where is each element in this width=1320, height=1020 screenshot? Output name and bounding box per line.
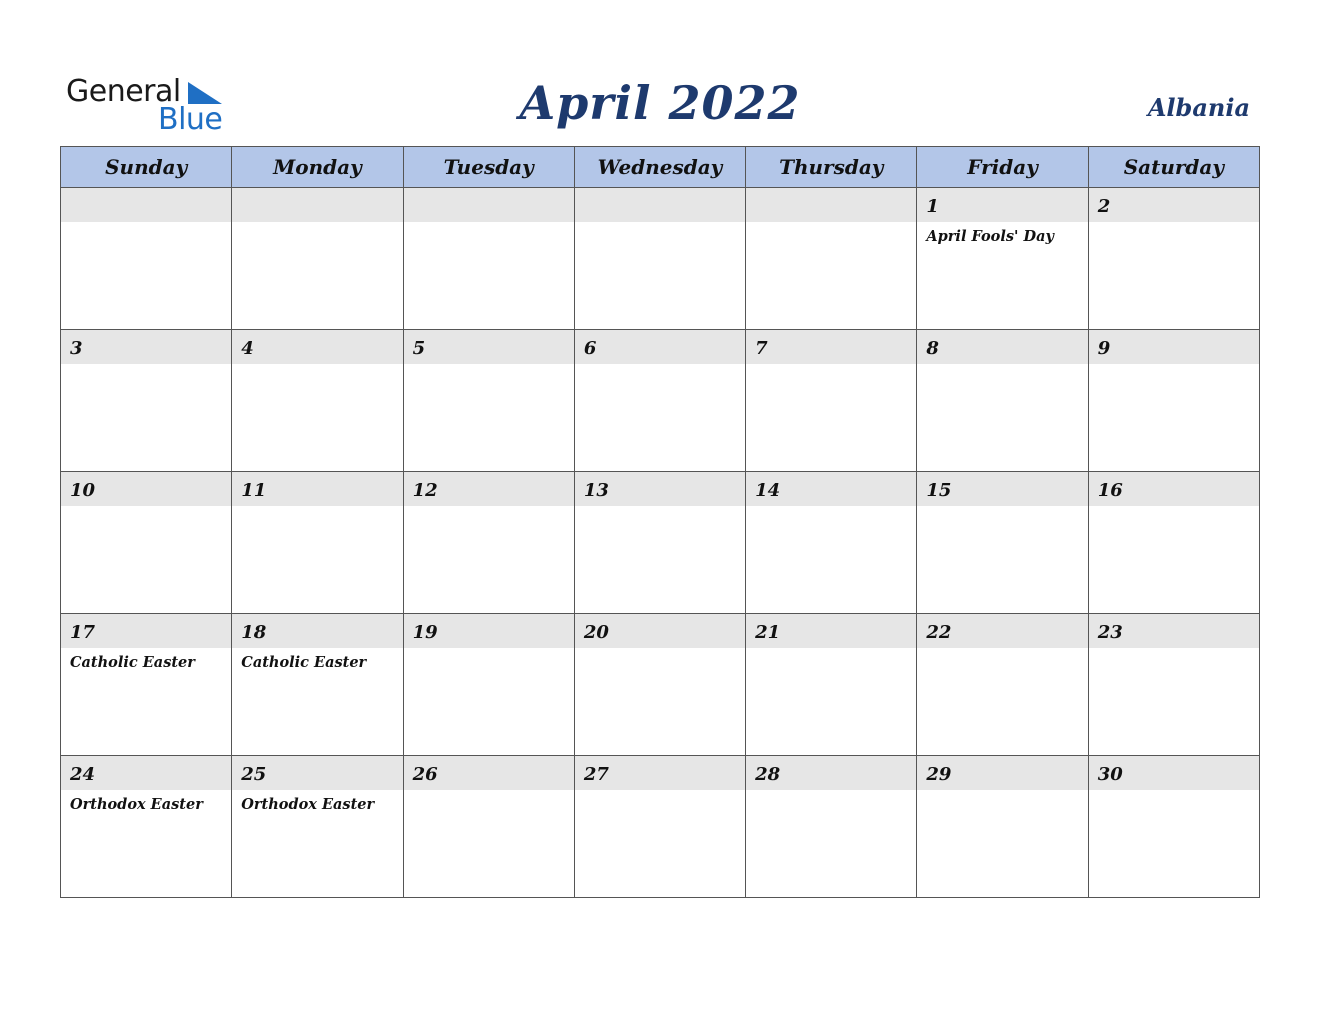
- holiday-label: [575, 790, 745, 796]
- day-number-bar: [575, 472, 745, 506]
- holiday-label: [917, 506, 1087, 512]
- day-cell[interactable]: [917, 188, 1088, 330]
- day-number-bar: [232, 756, 402, 790]
- day-number-bar: [61, 472, 231, 506]
- day-cell[interactable]: [746, 614, 917, 756]
- holiday-label: [61, 222, 231, 228]
- day-cell[interactable]: [574, 614, 745, 756]
- day-cell[interactable]: [746, 756, 917, 898]
- holiday-label: [746, 364, 916, 370]
- day-cell[interactable]: [574, 188, 745, 330]
- holiday-label: [232, 506, 402, 512]
- day-cell[interactable]: [1088, 188, 1259, 330]
- holiday-label: [1089, 790, 1259, 796]
- holiday-label: [917, 364, 1087, 370]
- day-number-bar: [575, 188, 745, 222]
- holiday-label: [232, 222, 402, 228]
- day-number-bar: [917, 472, 1087, 506]
- day-number-bar: [746, 756, 916, 790]
- day-number-bar: [575, 614, 745, 648]
- day-number-bar: [61, 330, 231, 364]
- day-cell[interactable]: [61, 188, 232, 330]
- day-cell[interactable]: [917, 756, 1088, 898]
- calendar-grid: [60, 146, 1260, 898]
- day-cell[interactable]: [574, 756, 745, 898]
- day-cell[interactable]: [232, 472, 403, 614]
- day-cell[interactable]: [917, 614, 1088, 756]
- day-number: 28: [755, 764, 781, 785]
- day-number: 14: [755, 480, 781, 501]
- day-cell[interactable]: [61, 330, 232, 472]
- day-number-bar: [61, 614, 231, 648]
- day-number-bar: [917, 188, 1087, 222]
- day-number: 3: [70, 338, 83, 359]
- day-cell[interactable]: [746, 472, 917, 614]
- day-number-bar: [232, 330, 402, 364]
- day-number: 11: [241, 480, 267, 501]
- day-number: 27: [583, 764, 609, 785]
- holiday-label: [404, 648, 574, 654]
- day-cell[interactable]: [232, 330, 403, 472]
- holiday-label: [746, 506, 916, 512]
- day-cell[interactable]: [917, 330, 1088, 472]
- day-number: 24: [70, 764, 96, 785]
- holiday-label: [575, 506, 745, 512]
- day-number-bar: [404, 330, 574, 364]
- day-cell[interactable]: [746, 330, 917, 472]
- day-cell[interactable]: [1088, 472, 1259, 614]
- day-number: 23: [1097, 622, 1123, 643]
- day-number: 21: [755, 622, 781, 643]
- day-cell[interactable]: [403, 188, 574, 330]
- day-number-bar: [1089, 756, 1259, 790]
- day-number: 6: [583, 338, 597, 359]
- day-number: 9: [1097, 338, 1111, 359]
- day-number-bar: [61, 188, 231, 222]
- week-row: [61, 756, 1260, 898]
- day-number-bar: [404, 472, 574, 506]
- holiday-label: [746, 790, 916, 796]
- day-number: 10: [70, 480, 96, 501]
- week-row: [61, 188, 1260, 330]
- holiday-label: [1089, 364, 1259, 370]
- country-label: Albania: [1147, 93, 1250, 122]
- day-cell[interactable]: [403, 614, 574, 756]
- day-number-bar: [746, 472, 916, 506]
- day-number-bar: [61, 756, 231, 790]
- holiday-label: [746, 648, 916, 654]
- day-cell[interactable]: [61, 472, 232, 614]
- holiday-label: [404, 506, 574, 512]
- weekday-tuesday: Tuesday: [403, 147, 574, 188]
- day-number-bar: [404, 756, 574, 790]
- day-number-bar: [1089, 330, 1259, 364]
- day-number: 12: [412, 480, 438, 501]
- calendar-title: April 2022: [519, 76, 801, 130]
- day-number: 13: [583, 480, 609, 501]
- day-cell[interactable]: [232, 614, 403, 756]
- day-number-bar: [746, 614, 916, 648]
- day-cell[interactable]: [1088, 330, 1259, 472]
- holiday-label: [404, 790, 574, 796]
- day-cell[interactable]: [1088, 756, 1259, 898]
- day-number: 4: [241, 338, 254, 359]
- holiday-label: [61, 506, 231, 512]
- day-number: 22: [926, 622, 952, 643]
- day-cell[interactable]: [403, 472, 574, 614]
- holiday-label: [404, 364, 574, 370]
- day-number-bar: [404, 614, 574, 648]
- day-number-bar: [404, 188, 574, 222]
- day-cell[interactable]: [232, 188, 403, 330]
- day-number-bar: [1089, 472, 1259, 506]
- day-number: 5: [412, 338, 426, 359]
- holiday-label: Catholic Easter: [70, 654, 195, 671]
- logo-text-general: General: [66, 74, 181, 109]
- day-cell[interactable]: [574, 472, 745, 614]
- weekday-saturday: Saturday: [1088, 147, 1259, 188]
- weekday-friday: Friday: [917, 147, 1088, 188]
- day-number: 7: [755, 338, 768, 359]
- day-cell[interactable]: [403, 330, 574, 472]
- day-cell[interactable]: [232, 756, 403, 898]
- week-row: [61, 472, 1260, 614]
- holiday-label: [1089, 506, 1259, 512]
- day-number: 25: [241, 764, 267, 785]
- day-number: 30: [1097, 764, 1123, 785]
- day-number: 15: [926, 480, 952, 501]
- holiday-label: [575, 648, 745, 654]
- day-cell[interactable]: [61, 756, 232, 898]
- logo-text-blue: Blue: [158, 102, 223, 137]
- day-number-bar: [232, 472, 402, 506]
- holiday-label: Orthodox Easter: [241, 796, 375, 813]
- holiday-label: April Fools' Day: [926, 228, 1054, 245]
- weekday-monday: Monday: [232, 147, 403, 188]
- weekday-sunday: Sunday: [61, 147, 232, 188]
- day-number-bar: [575, 756, 745, 790]
- weekday-thursday: Thursday: [746, 147, 917, 188]
- holiday-label: [404, 222, 574, 228]
- day-number-bar: [746, 188, 916, 222]
- day-number-bar: [917, 330, 1087, 364]
- week-row: [61, 330, 1260, 472]
- day-number-bar: [1089, 188, 1259, 222]
- day-number-bar: [1089, 614, 1259, 648]
- holiday-label: [232, 364, 402, 370]
- holiday-label: [61, 364, 231, 370]
- day-number-bar: [232, 614, 402, 648]
- week-row: [61, 614, 1260, 756]
- day-number-bar: [575, 330, 745, 364]
- day-cell[interactable]: [61, 614, 232, 756]
- day-number-bar: [917, 756, 1087, 790]
- day-number-bar: [746, 330, 916, 364]
- day-cell[interactable]: [1088, 614, 1259, 756]
- day-number: 29: [926, 764, 952, 785]
- weekday-wednesday: Wednesday: [574, 147, 745, 188]
- holiday-label: [1089, 648, 1259, 654]
- day-number-bar: [232, 188, 402, 222]
- weekday-header-row: [61, 147, 1260, 188]
- day-number: 2: [1097, 196, 1111, 217]
- day-number: 17: [70, 622, 96, 643]
- holiday-label: [917, 790, 1087, 796]
- holiday-label: Orthodox Easter: [70, 796, 203, 813]
- day-number: 18: [241, 622, 267, 643]
- holiday-label: [1089, 222, 1259, 228]
- day-cell[interactable]: [917, 472, 1088, 614]
- day-cell[interactable]: [746, 188, 917, 330]
- day-number: 20: [583, 622, 609, 643]
- day-cell[interactable]: [403, 756, 574, 898]
- day-cell[interactable]: [574, 330, 745, 472]
- holiday-label: [575, 222, 745, 228]
- holiday-label: [746, 222, 916, 228]
- holiday-label: Catholic Easter: [241, 654, 367, 671]
- holiday-label: [917, 648, 1087, 654]
- day-number: 1: [926, 196, 939, 217]
- day-number-bar: [917, 614, 1087, 648]
- day-number: 26: [412, 764, 438, 785]
- holiday-label: [575, 364, 745, 370]
- calendar-body: [61, 188, 1260, 898]
- day-number: 19: [412, 622, 438, 643]
- day-number: 16: [1097, 480, 1123, 501]
- day-number: 8: [926, 338, 939, 359]
